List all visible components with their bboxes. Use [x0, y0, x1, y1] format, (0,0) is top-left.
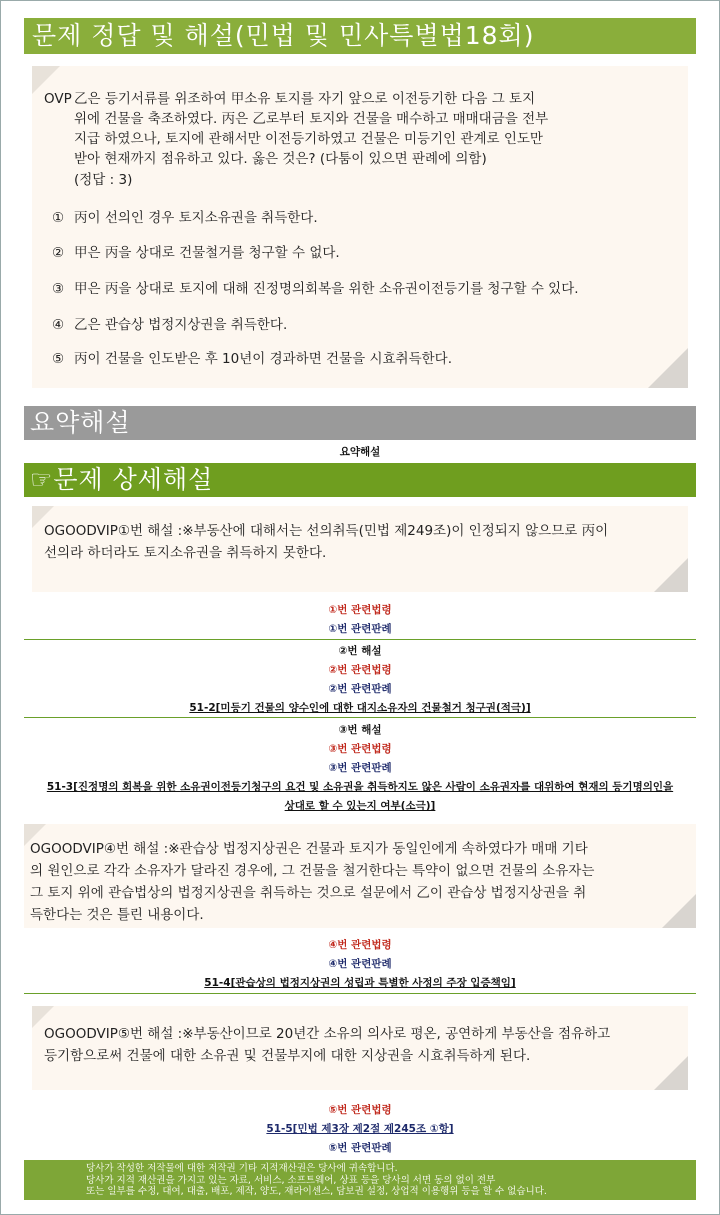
- question-line: 위에 건물을 축조하였다. 丙은 乙로부터 토지와 건물을 매수하고 매매대금을 전부: [74, 111, 549, 127]
- case-link-2[interactable]: ②번 관련판례: [328, 683, 392, 695]
- choice-item: [52, 206, 318, 226]
- fold-corner-icon: [648, 348, 688, 388]
- divider: [24, 639, 696, 640]
- explanation-line: 의 원인으로 각각 소유자가 달라진 경우에, 그 건물을 철거한다는 특약이 없으면 건물의 소유자는: [30, 863, 595, 879]
- choice-text: 甲은 丙을 상대로 건물철거를 청구할 수 없다.: [74, 245, 340, 261]
- answer-line: (정답 : 3): [74, 172, 133, 188]
- case-link-3[interactable]: ③번 관련판례: [328, 762, 392, 774]
- precedent-link-3-cont[interactable]: 상대로 할 수 있는지 여부(소극)]: [284, 800, 436, 812]
- explanation-line: 그 토지 위에 관습법상의 법정지상권을 취득하는 것으로 설문에서 乙이 관습상 법정지상권을 취: [30, 885, 587, 901]
- explanation-line: OGOODVIP④번 해설 :※관습상 법정지상권은 건물과 토지가 동일인에게 속하였다가 매매 기타: [30, 841, 588, 857]
- footer-line: 당사가 지적 재산권을 가지고 있는 자료, 서비스, 소프트웨어, 상표 등을 당사의 서면 동의 없이 전부: [86, 1174, 496, 1186]
- copyright-footer: [24, 1160, 696, 1200]
- case-link-1[interactable]: ①번 관련판례: [328, 623, 392, 635]
- explanation-link-2[interactable]: ②번 해설: [338, 645, 382, 657]
- case-link-4[interactable]: ④번 관련판례: [328, 958, 392, 970]
- page-title: 문제 정답 및 해설(민법 및 민사특별법18회): [24, 18, 696, 54]
- choice-item: [52, 241, 340, 261]
- footer-line: 당사가 작성한 저작물에 대한 저작권 기타 지적재산권은 당사에 귀속합니다.: [86, 1163, 398, 1174]
- law-link-3[interactable]: ③번 관련법령: [328, 743, 392, 755]
- choice-number: ②: [52, 245, 65, 261]
- law-link-5[interactable]: ⑤번 관련법령: [328, 1104, 392, 1116]
- fold-corner-icon: [662, 894, 696, 928]
- summary-header: 요약해설: [24, 406, 696, 440]
- fold-corner-icon: [654, 558, 688, 592]
- choice-number: ①: [52, 210, 65, 226]
- footer-line: 또는 일부를 수정, 대여, 대출, 배포, 제작, 양도, 재라이센스, 담보권 설정, 상업적 이용행위 등을 할 수 없습니다.: [86, 1186, 547, 1197]
- divider: [24, 993, 696, 994]
- choice-number: ③: [52, 281, 65, 297]
- choice-text: 丙이 선의인 경우 토지소유권을 취득한다.: [74, 210, 318, 226]
- case-link-5[interactable]: ⑤번 관련판례: [328, 1142, 392, 1154]
- statute-link-5[interactable]: 51-5[민법 제3장 제2절 제245조 ①항]: [266, 1123, 454, 1135]
- choice-item: [52, 313, 287, 333]
- choice-item: [52, 347, 452, 367]
- choice-item: [52, 277, 579, 297]
- law-link-4[interactable]: ④번 관련법령: [328, 939, 392, 951]
- choice-number: ④: [52, 317, 65, 333]
- choice-text: 甲은 丙을 상대로 토지에 대해 진정명의회복을 위한 소유권이전등기를 청구할 수 있다.: [74, 281, 579, 297]
- choice-number: ⑤: [52, 351, 65, 367]
- question-prefix: OVP: [44, 91, 72, 107]
- detail-header: ☞문제 상세해설: [24, 463, 696, 497]
- question-line: 받아 현재까지 점유하고 있다. 옳은 것은? (다툼이 있으면 판례에 의함): [74, 151, 487, 167]
- fold-corner-icon: [654, 1056, 688, 1090]
- question-line: 乙은 등기서류를 위조하여 甲소유 토지를 자기 앞으로 이전등기한 다음 그 토지: [74, 91, 536, 107]
- explanation-line: OGOODVIP⑤번 해설 :※부동산이므로 20년간 소유의 의사로 평온, 공연하게 부동산을 점유하고: [44, 1026, 611, 1042]
- explanation-line: OGOODVIP①번 해설 :※부동산에 대해서는 선의취득(민법 제249조)이 인정되지 않으므로 丙이: [44, 523, 609, 539]
- explanation-link-3[interactable]: ③번 해설: [338, 724, 382, 736]
- choice-text: 乙은 관습상 법정지상권을 취득한다.: [74, 317, 288, 333]
- law-link-1[interactable]: ①번 관련법령: [328, 604, 392, 616]
- divider: [24, 717, 696, 718]
- precedent-link-3[interactable]: 51-3[진정명의 회복을 위한 소유권이전등기청구의 요건 및 소유권을 취득하지도 않은 사람이 소유권자를 대위하여 현재의 등기명의인을: [46, 781, 674, 793]
- choice-text: 丙이 건물을 인도받은 후 10년이 경과하면 건물을 시효취득한다.: [74, 351, 452, 367]
- summary-link[interactable]: 요약해설: [339, 446, 381, 458]
- explanation-line: 등기함으로써 건물에 대한 소유권 및 건물부지에 대한 지상권을 시효취득하게 된다.: [44, 1048, 531, 1064]
- explanation-line: 득한다는 것은 틀린 내용이다.: [30, 907, 204, 923]
- precedent-link-2[interactable]: 51-2[미등기 건물의 양수인에 대한 대지소유자의 건물철거 청구권(적극)]: [189, 702, 531, 714]
- law-link-2[interactable]: ②번 관련법령: [328, 664, 392, 676]
- question-line: 지급 하였으나, 토지에 관해서만 이전등기하였고 건물은 미등기인 관계로 인도만: [74, 131, 543, 147]
- precedent-link-4[interactable]: 51-4[관습상의 법정지상권의 성립과 특별한 사정의 주장 입증책임]: [204, 977, 516, 989]
- explanation-line: 선의라 하더라도 토지소유권을 취득하지 못한다.: [44, 545, 327, 561]
